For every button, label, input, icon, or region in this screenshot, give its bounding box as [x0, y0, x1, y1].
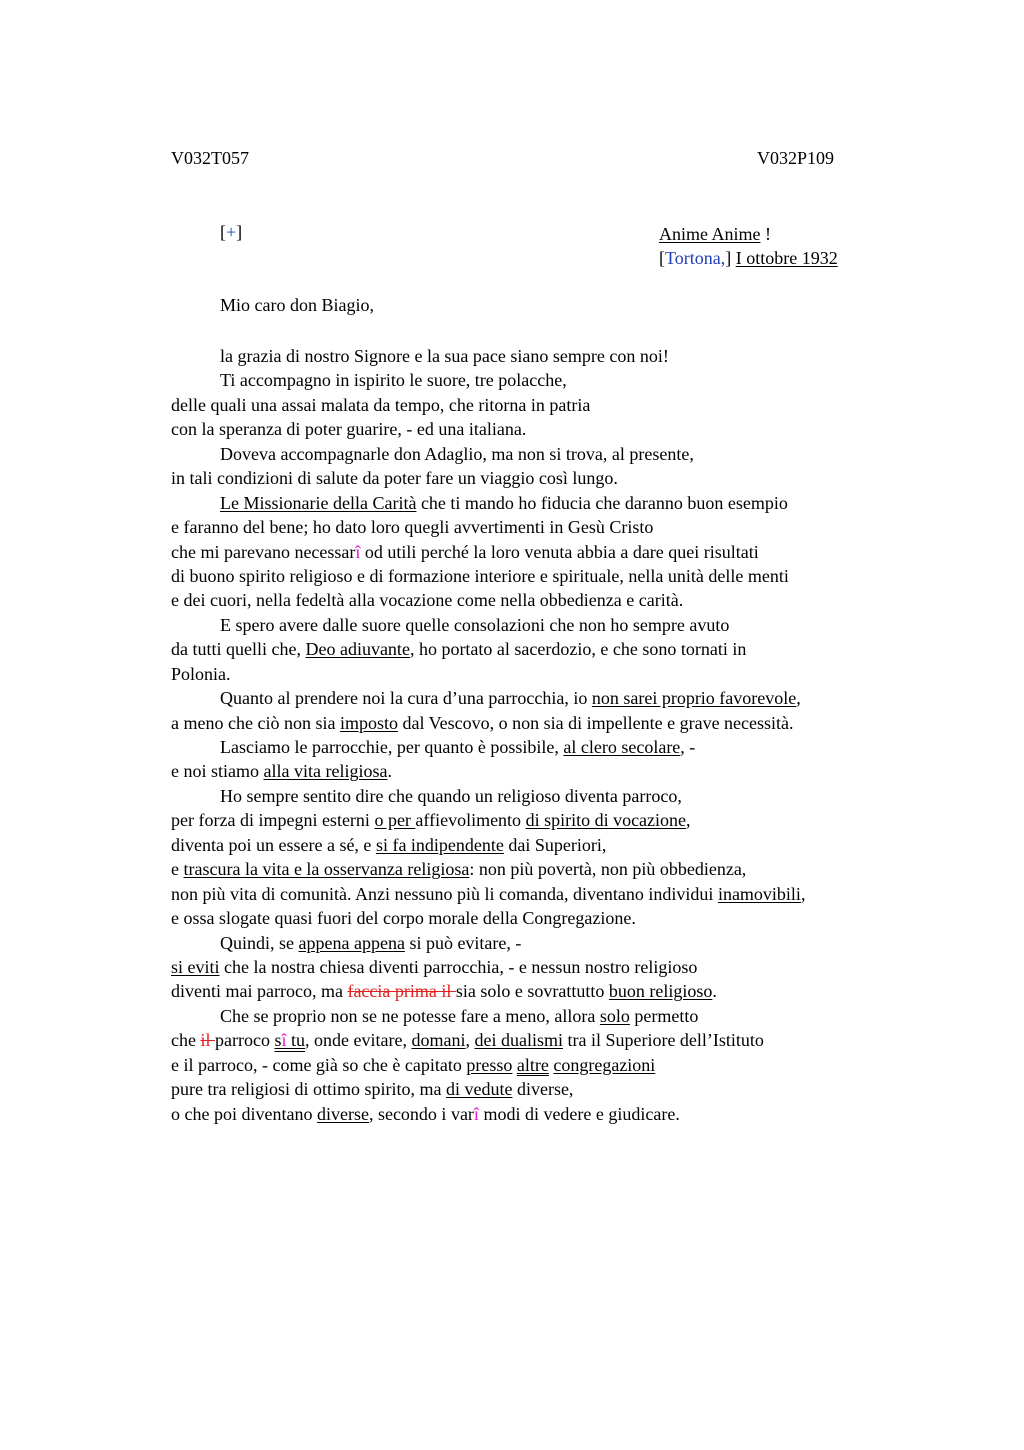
text-line: o che poi diventano diverse, secondo i varî modi di vedere e giudicare.: [171, 1103, 680, 1124]
text-line: Ti accompagno in ispirito le suore, tre polacche,: [220, 370, 567, 391]
text-line: Che se proprio non se ne potesse fare a meno, allora solo permetto: [220, 1005, 699, 1026]
text-line: da tutti quelli che, Deo adiuvante, ho portato al sacerdozio, e che sono tornati in: [171, 639, 747, 660]
text-line: Quindi, se appena appena si può evitare, -: [220, 932, 522, 953]
page-code: V032P109: [757, 148, 835, 168]
text-line: diventa poi un essere a sé, e si fa indipendente dai Superiori,: [171, 834, 607, 855]
deleted-text: faccia prima il: [347, 981, 456, 1002]
text-line: che mi parevano necessarî od utili perché la loro venuta abbia a dare quei risultati: [171, 541, 759, 562]
text-line: pure tra religiosi di ottimo spirito, ma di vedute diverse,: [171, 1079, 574, 1100]
text-line: diventi mai parroco, ma faccia prima il sia solo e sovrattutto buon religioso.: [171, 981, 717, 1002]
salutation: Mio caro don Biagio,: [220, 295, 374, 315]
text-line: si eviti che la nostra chiesa diventi parrocchia, - e nessun nostro religioso: [171, 956, 698, 977]
motto: Anime Anime !: [659, 224, 771, 244]
text-line: non più vita di comunità. Anzi nessuno più li comanda, diventano individui inamovibili,: [171, 883, 806, 904]
place-date: [Tortona,] I ottobre 1932: [659, 248, 838, 268]
letter-body: [171, 344, 931, 1126]
text-line: a meno che ciò non sia imposto dal Vescovo, o non sia di impellente e grave necessità.: [171, 712, 794, 733]
text-line: la grazia di nostro Signore e la sua pace siano sempre con noi!: [220, 346, 669, 366]
document-code: V032T057: [171, 148, 249, 168]
text-line: per forza di impegni esterni o per affievolimento di spirito di vocazione,: [171, 810, 691, 831]
text-line: e il parroco, - come già so che è capitato presso altre congregazioni: [171, 1054, 656, 1075]
text-line: in tali condizioni di salute da poter fare un viaggio così lungo.: [171, 468, 618, 489]
text-line: Quanto al prendere noi la cura d’una parrocchia, io non sarei proprio favorevole,: [220, 688, 801, 709]
text-line: e faranno del bene; ho dato loro quegli avvertimenti in Gesù Cristo: [171, 517, 654, 538]
text-line: Le Missionarie della Carità che ti mando ho fiducia che daranno buon esempio: [220, 492, 788, 513]
text-line: Polonia.: [171, 663, 231, 684]
text-line: che il parroco sî tu, onde evitare, domani, dei dualismi tra il Superiore dell’Istituto: [171, 1030, 764, 1051]
text-line: e trascura la vita e la osservanza religiosa: non più povertà, non più obbedienza,: [171, 859, 747, 880]
text-line: di buono spirito religioso e di formazione interiore e spirituale, nella unità delle menti: [171, 565, 789, 586]
text-line: delle quali una assai malata da tempo, che ritorna in patria: [171, 394, 591, 415]
text-line: e noi stiamo alla vita religiosa.: [171, 761, 392, 782]
deleted-text: il: [200, 1030, 215, 1051]
text-line: Ho sempre sentito dire che quando un religioso diventa parroco,: [220, 785, 682, 806]
text-line: e dei cuori, nella fedeltà alla vocazione come nella obbedienza e carità.: [171, 590, 684, 611]
text-line: e ossa slogate quasi fuori del corpo morale della Congregazione.: [171, 908, 636, 929]
text-line: con la speranza di poter guarire, - ed una italiana.: [171, 419, 527, 440]
text-line: Lasciamo le parrocchie, per quanto è possibile, al clero secolare, -: [220, 737, 696, 757]
text-line: Doveva accompagnarle don Adaglio, ma non si trova, al presente,: [220, 443, 694, 464]
cross-mark: [+]: [220, 222, 243, 242]
motto-and-date: [659, 222, 838, 270]
text-line: E spero avere dalle suore quelle consolazioni che non ho sempre avuto: [220, 614, 730, 635]
